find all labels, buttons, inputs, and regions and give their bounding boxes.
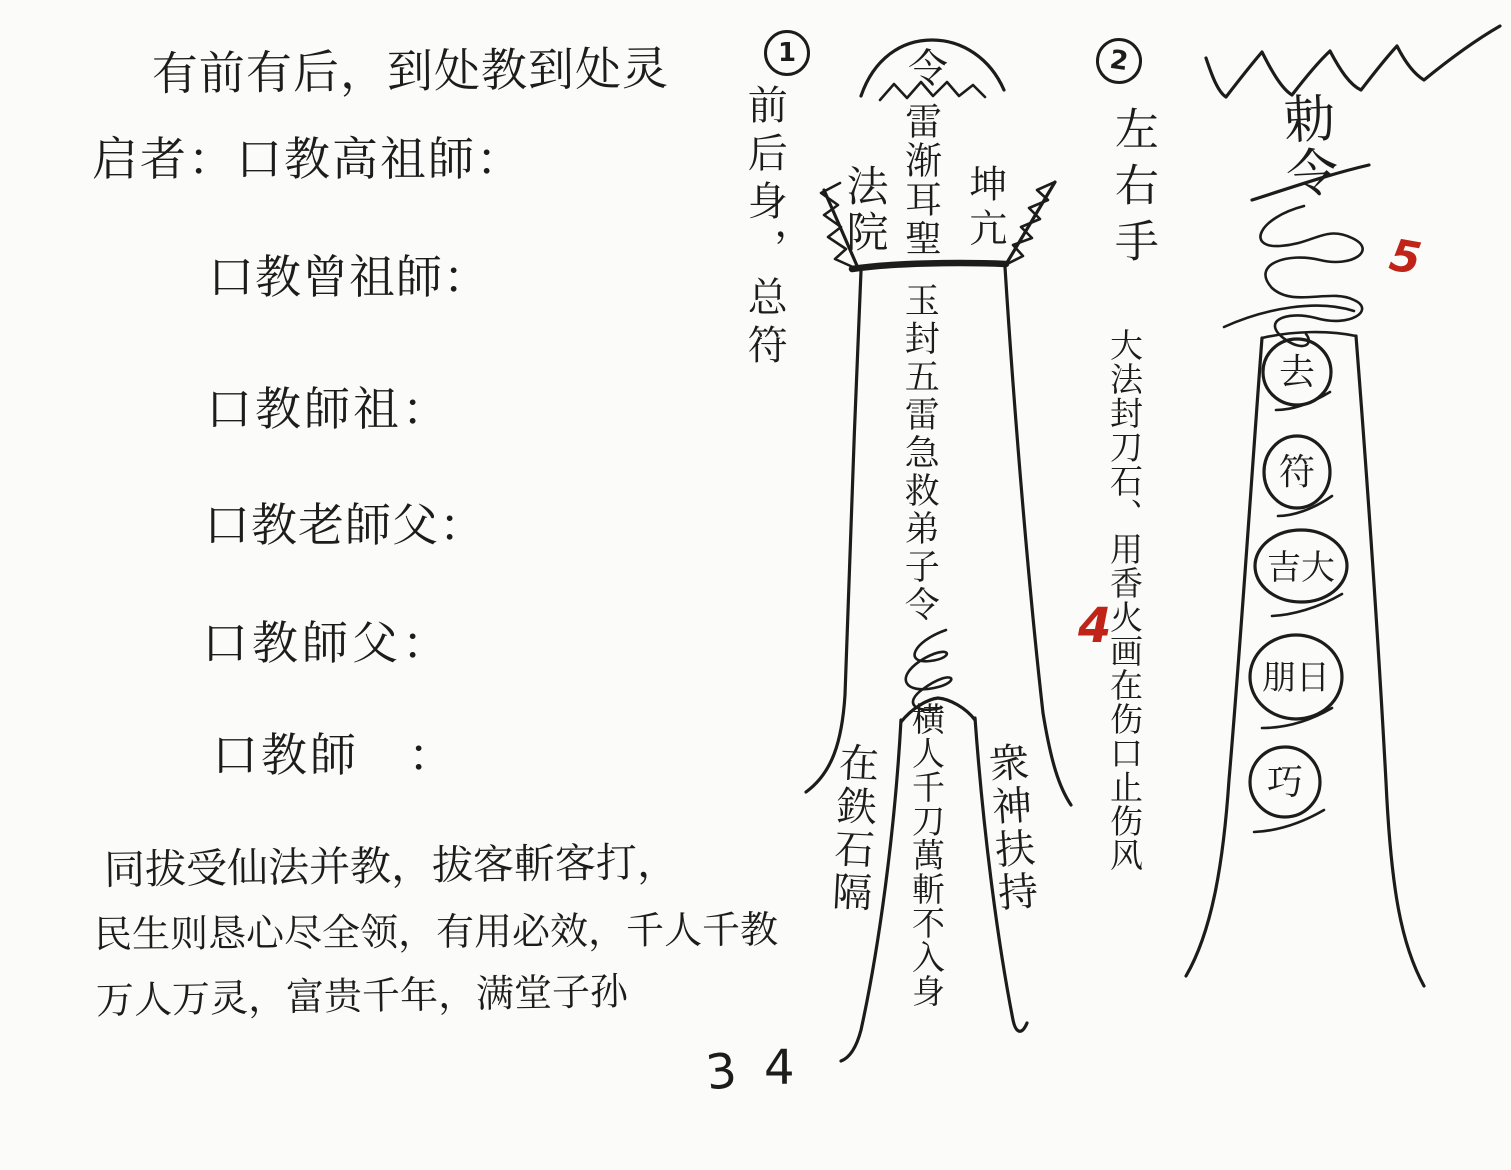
red-mark-5: 5 [1385, 229, 1425, 286]
closing-paragraph-line: 同拔受仙法并教，拔客斬客打， [103, 837, 679, 895]
body-left-edge [806, 271, 861, 792]
teacher-line: 口教師 ： [212, 728, 457, 782]
talisman2-side-note: 左右手 [1106, 106, 1158, 274]
circled-char: 吉大 [1267, 548, 1335, 588]
teacher-line: 口教老師父： [204, 498, 486, 552]
circled-char: 朋日 [1262, 658, 1330, 698]
body2-right-edge [1356, 336, 1424, 986]
opening-line: 启者：口教高祖師： [92, 132, 524, 186]
talisman1-left-label: 法院 [840, 164, 890, 256]
red-mark-4: 4 [1078, 598, 1112, 654]
body-right-edge [1005, 267, 1071, 805]
talisman1-crown-char: 令 [908, 46, 948, 92]
glyph-tail-3 [1272, 594, 1342, 616]
talisman2-index-number: 2 [1107, 44, 1131, 78]
talisman1-body-column: 玉封五雷急救弟子令 [899, 282, 940, 624]
talisman1-head-column: 雷渐耳聖 [898, 102, 942, 258]
talisman1-index-number: 1 [777, 38, 797, 68]
body2-left-edge [1186, 338, 1262, 976]
teacher-line: 口教師父： [202, 616, 452, 670]
talisman1-side-note: 前后身，总符 [741, 84, 788, 372]
talisman1-index-circle [764, 30, 810, 76]
spiral-squiggle-2 [1260, 206, 1362, 346]
heading-line: 有前有后，到处教到处灵 [151, 41, 670, 101]
talisman2-outline [1186, 26, 1500, 986]
talisman1-left-leg-label: 在鉄石隔 [824, 740, 880, 916]
talisman2-instruction: 大法封刀石、用香火画在伤口止伤风 [1104, 328, 1144, 872]
talisman2-header-chars: 勅令 [1272, 90, 1339, 202]
zigzag-crown [1206, 26, 1500, 97]
talisman1-tail-column: 横人千刀萬斬不入身 [906, 702, 946, 1008]
teacher-line: 口教曾祖師： [208, 250, 490, 304]
closing-paragraph-line: 民生则恳心尽全领，有用必效，千人千教 [93, 907, 779, 957]
glyph-tail-5 [1254, 810, 1324, 832]
talisman1-right-label: 坤亢 [962, 164, 1007, 252]
page-number-right: 4 [764, 1040, 795, 1096]
circled-char: 符 [1278, 452, 1315, 493]
talisman1-right-leg-label: 衆神扶持 [981, 740, 1040, 916]
circled-char: 去 [1278, 352, 1315, 393]
closing-paragraph-line: 万人万灵，富贵千年，满堂子孙 [95, 969, 629, 1023]
shoulder-bar [852, 263, 1006, 269]
page-number-left: 3 [703, 1042, 740, 1102]
teacher-line: 口教師祖： [206, 382, 451, 436]
circled-char: 巧 [1266, 762, 1303, 803]
